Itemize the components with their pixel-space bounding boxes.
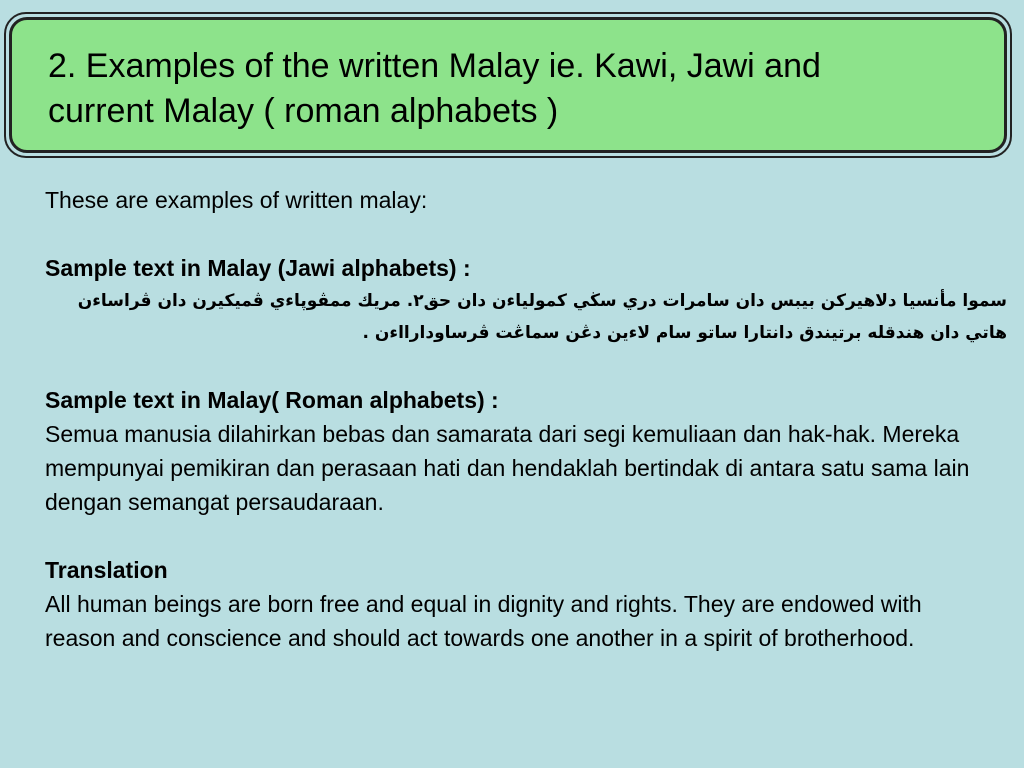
translation-heading: Translation (45, 557, 168, 583)
spacer (45, 349, 995, 383)
jawi-heading: Sample text in Malay (Jawi alphabets) : (45, 255, 471, 281)
jawi-text: سموا مأنسيا دلاهيركن بيبس دان سامرات دري سڬي كمولياءن دان حق٢. مريك ممڤوڽاءي ڤميكيرن دان ڤراساءن هاتي دان هندقله برتيندق دانتارا ساتو سام لاءين دڠن سماڠت ڤرساودارااءن . (77, 291, 1007, 343)
intro-text: These are examples of written malay: (45, 187, 428, 213)
roman-text: Semua manusia dilahirkan bebas dan samarata dari segi kemuliaan dan hak-hak. Mereka mempunyai pemikiran dan perasaan hati dan hendaklah bertindak di antara satu sama lain dengan semangat persaudaraan. (45, 421, 970, 515)
slide-content (45, 183, 1007, 655)
spacer (45, 519, 995, 553)
translation-text: All human beings are born free and equal in dignity and rights. They are endowed with reason and conscience and should act towards one another in a spirit of brotherhood. (45, 591, 922, 651)
roman-heading: Sample text in Malay( Roman alphabets) : (45, 387, 499, 413)
title-box (9, 17, 1007, 153)
spacer (45, 217, 995, 251)
title-frame (4, 12, 1012, 158)
slide-title: 2. Examples of the written Malay ie. Kawi, Jawi and current Malay ( roman alphabets ) (48, 47, 821, 130)
